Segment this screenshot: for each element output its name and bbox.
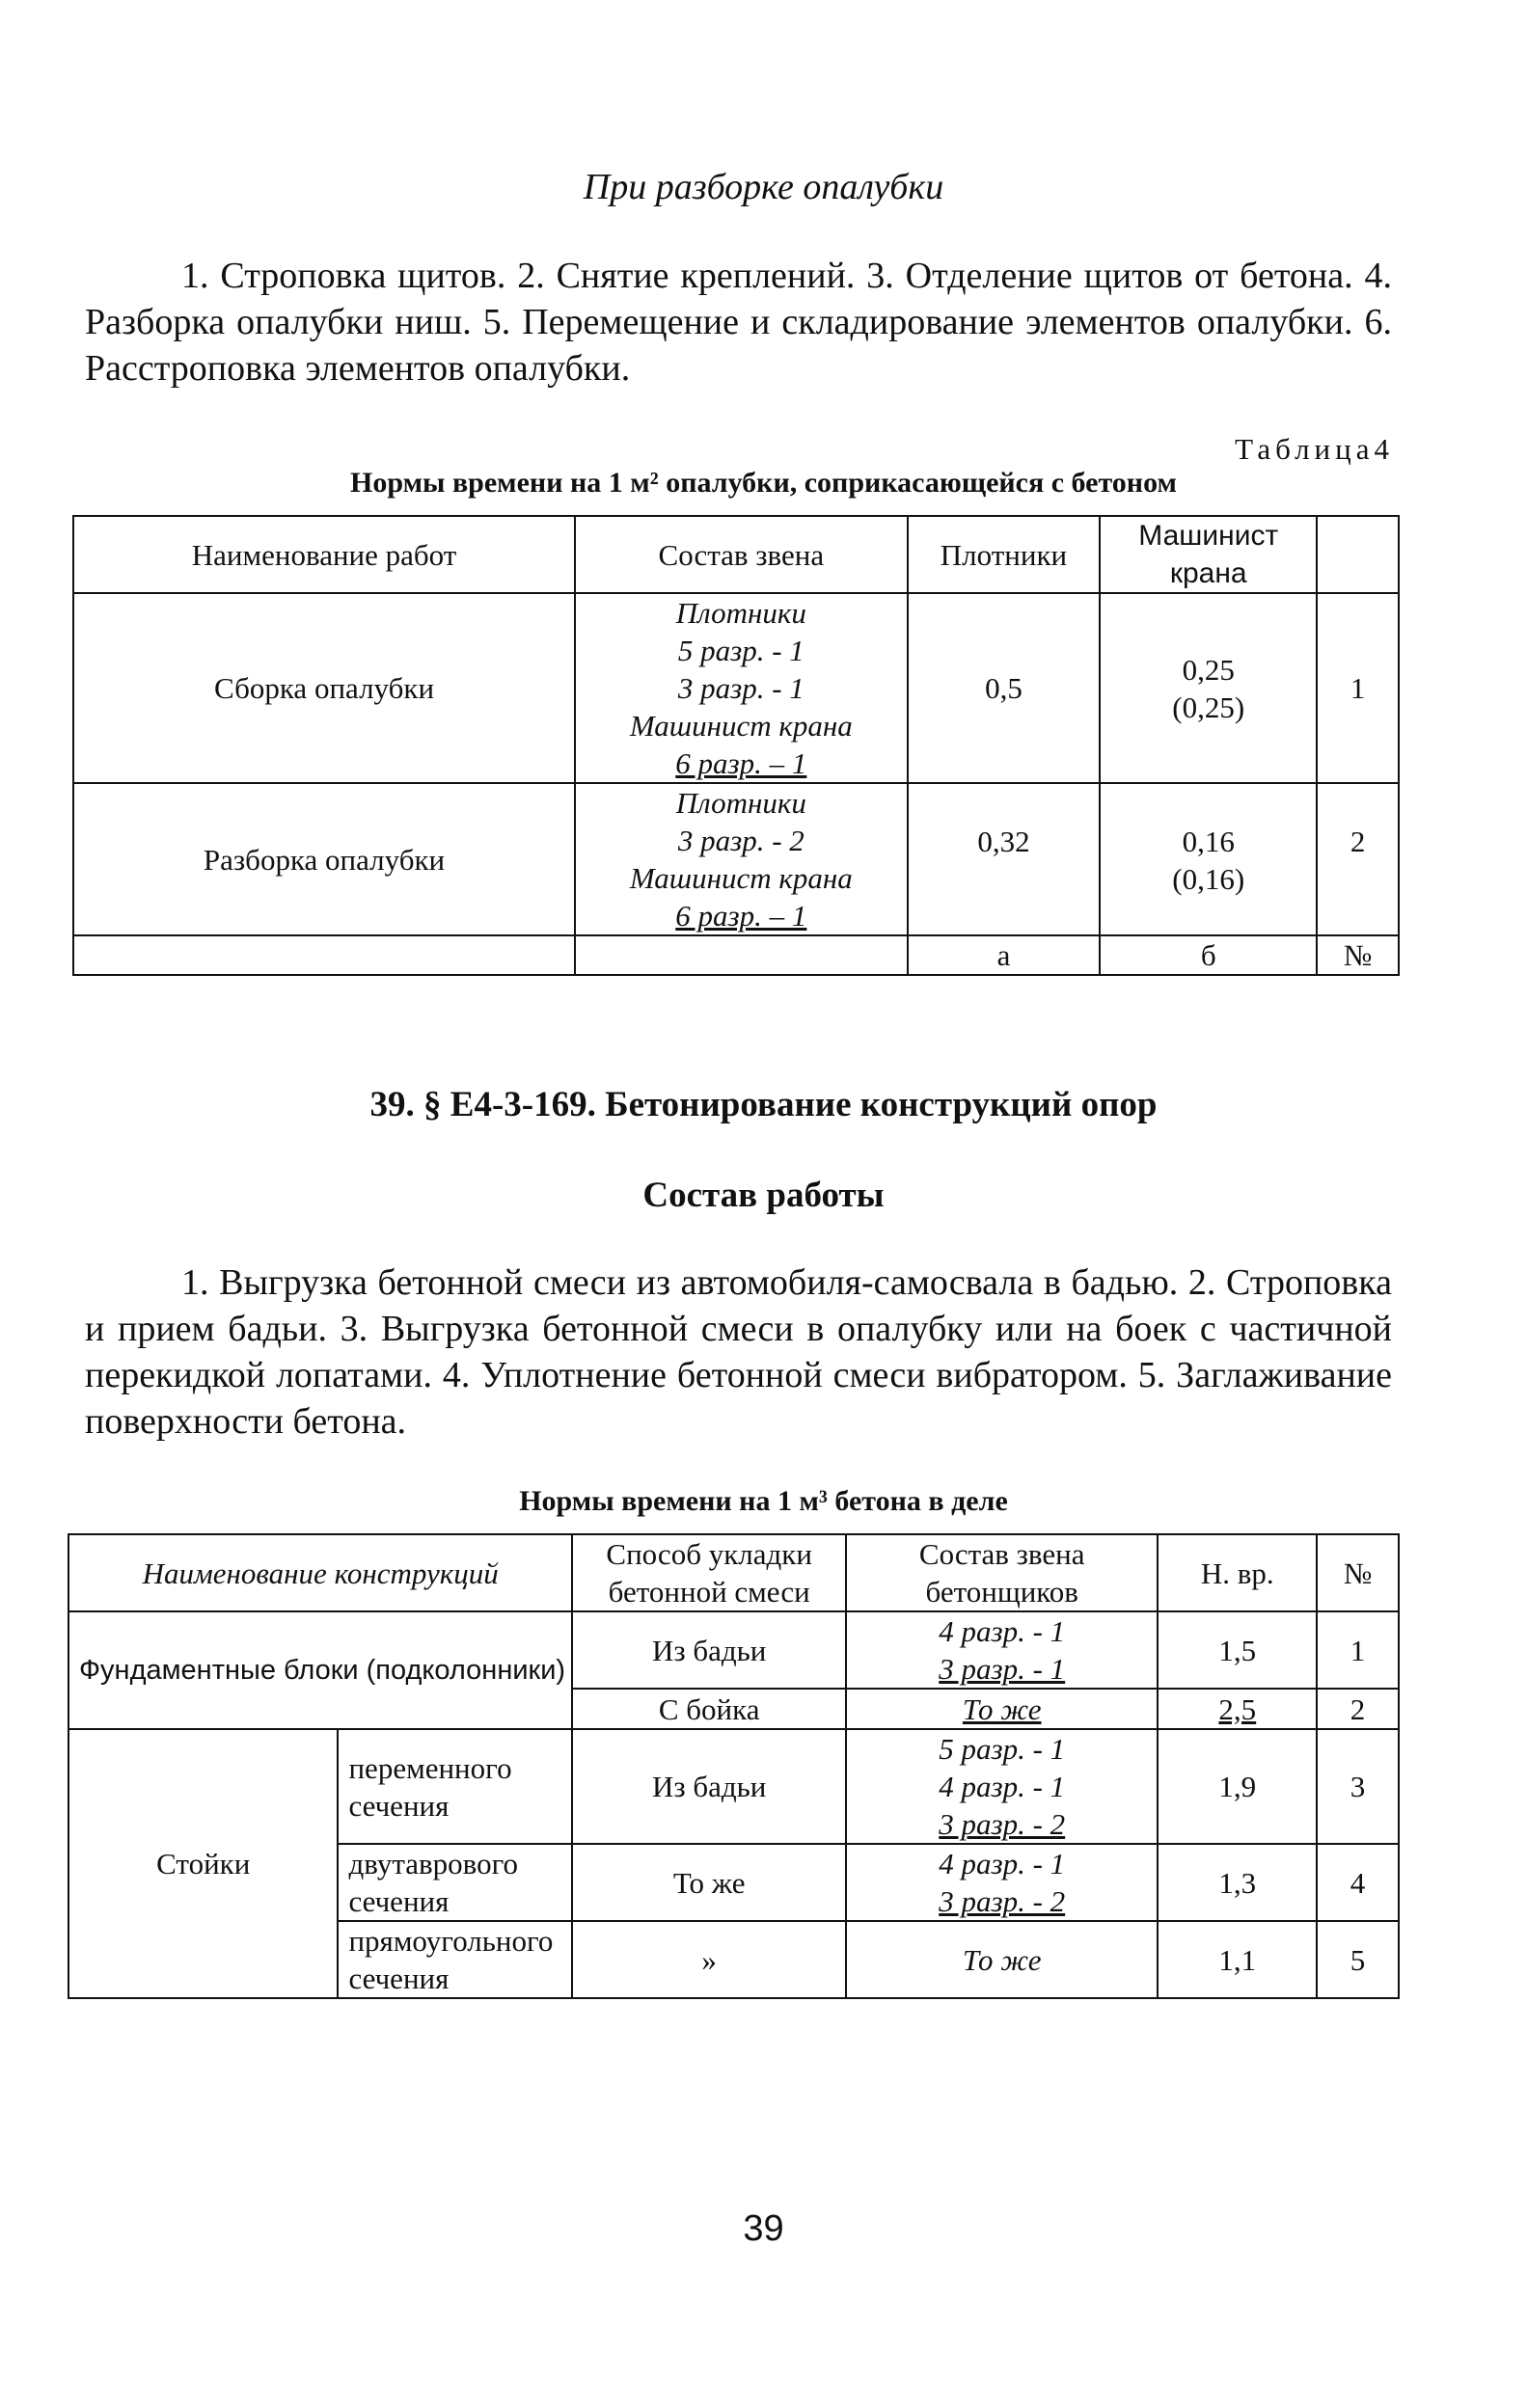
section-heading: 39. § Е4-3-169. Бетонирование конструкций опор: [369, 1085, 1158, 1124]
page-number: 39: [743, 2208, 784, 2249]
footer-cell: а: [908, 935, 1101, 975]
work-composition-text: 1. Выгрузка бетонной смеси из автомобиля-самосвала в бадью. 2. Строповка и прием бадьи. 3. Выгрузка бетонной смеси в опалубку или на боек с частичной перекидкой лопатами. 4. Уплотнение бетонной смеси вибратором. 5. Заглаживание поверхности бетона.: [85, 1262, 1392, 1442]
crew-line: [576, 897, 906, 934]
crew-line: 4 разр. - 1: [939, 1770, 1066, 1803]
row-number: 1: [1317, 593, 1399, 783]
row-number: 1: [1317, 1611, 1399, 1689]
crew-line: 5 разр. - 1: [939, 1732, 1066, 1766]
norm-value: 1,9: [1158, 1729, 1317, 1844]
crew-line: 3 разр. - 1: [677, 671, 804, 705]
table5-header: Способ укладки бетонной смеси: [572, 1534, 846, 1611]
crew-cell: [846, 1729, 1159, 1844]
crew-line-text: 6 разр. – 1: [675, 746, 807, 780]
table5-caption: Нормы времени на 1 м³ бетона в деле: [519, 1485, 1008, 1517]
method-cell: Из бадьи: [572, 1729, 846, 1844]
section-type: переменного сечения: [338, 1729, 572, 1844]
table-row: [73, 783, 1399, 935]
crew-line-text: 3 разр. - 2: [939, 1807, 1066, 1841]
section-title: При разборке опалубки: [583, 167, 944, 207]
crew-line: То же: [962, 1942, 1042, 1977]
crew-cell: [846, 1611, 1159, 1689]
table4-header: [1317, 516, 1399, 593]
table5-header: Состав звена бетонщиков: [846, 1534, 1159, 1611]
work-name: Сборка опалубки: [73, 593, 575, 783]
crew-line: [847, 1691, 1158, 1728]
crew-line: 3 разр. - 2: [677, 824, 804, 857]
crew-line: Плотники: [675, 786, 806, 820]
section-type: прямоугольного сечения: [338, 1921, 572, 1998]
footer-cell: [73, 935, 575, 975]
disassembly-paragraph: [85, 253, 1392, 392]
operator-value-alt: (0,25): [1172, 690, 1245, 724]
disassembly-text: 1. Строповка щитов. 2. Снятие креплений. 3. Отделение щитов от бетона. 4. Разборка опалубки ниш. 5. Перемещение и складирование элементов опалубки. 6. Расстроповка элементов опалубки.: [85, 256, 1392, 389]
operator-value-alt: (0,16): [1172, 862, 1245, 896]
table5: [68, 1533, 1400, 1999]
crew-line: [847, 1650, 1158, 1688]
crew-line: 4 разр. - 1: [939, 1614, 1066, 1648]
crew-line-text: 6 разр. – 1: [675, 899, 807, 933]
section-type: двутаврового сечения: [338, 1844, 572, 1921]
crew-line: Машинист крана: [629, 861, 853, 895]
crew-line: 4 разр. - 1: [939, 1847, 1066, 1880]
table5-header: №: [1317, 1534, 1399, 1611]
row-number: 5: [1317, 1921, 1399, 1998]
method-cell: То же: [572, 1844, 846, 1921]
crew-cell: [846, 1921, 1159, 1998]
operator-value: 0,25: [1182, 652, 1235, 687]
section-subheading: Состав работы: [642, 1176, 885, 1215]
row-number: 4: [1317, 1844, 1399, 1921]
group-foundation-blocks: Фундаментные блоки (подколонники): [68, 1611, 572, 1729]
footer-cell: №: [1317, 935, 1399, 975]
crew-line: Машинист крана: [629, 709, 853, 743]
footer-cell: б: [1100, 935, 1317, 975]
table5-header-row: [68, 1534, 1399, 1611]
row-number: 2: [1317, 783, 1399, 935]
operator-value: 0,16: [1182, 825, 1235, 858]
crew-cell: [575, 783, 907, 935]
table-row: [73, 593, 1399, 783]
row-number: 2: [1317, 1689, 1399, 1729]
table4-header: Машинист крана: [1100, 516, 1317, 593]
carpenters-value: 0,5: [908, 593, 1101, 783]
method-cell: С бойка: [572, 1689, 846, 1729]
table4-header: Плотники: [908, 516, 1101, 593]
crew-line-text: 3 разр. - 2: [939, 1884, 1066, 1918]
row-number: 3: [1317, 1729, 1399, 1844]
footer-cell: [575, 935, 907, 975]
method-cell: »: [572, 1921, 846, 1998]
method-cell: Из бадьи: [572, 1611, 846, 1689]
crew-line: [847, 1882, 1158, 1920]
crew-cell: [846, 1689, 1159, 1729]
work-composition-paragraph: [85, 1259, 1392, 1445]
norm-value: 1,5: [1158, 1611, 1317, 1689]
norm-value: [1158, 1689, 1317, 1729]
table-row: [68, 1611, 1399, 1689]
crew-line-text: То же: [962, 1691, 1042, 1726]
table-row: [68, 1729, 1399, 1844]
norm-value: 1,1: [1158, 1921, 1317, 1998]
table5-header: Наименование конструкций: [68, 1534, 572, 1611]
table4-caption: Нормы времени на 1 м² опалубки, соприкасающейся с бетоном: [350, 467, 1177, 499]
group-stands: Стойки: [68, 1729, 338, 1998]
table5-header: Н. вр.: [1158, 1534, 1317, 1611]
table4: [72, 515, 1400, 976]
carpenters-value: 0,32: [908, 783, 1101, 935]
table4-label: Таблица4: [1235, 432, 1394, 466]
operator-cell: [1100, 593, 1317, 783]
crew-line: [576, 744, 906, 782]
table4-header: Наименование работ: [73, 516, 575, 593]
crew-cell: [846, 1844, 1159, 1921]
table4-header-row: [73, 516, 1399, 593]
table4-header: Состав звена: [575, 516, 907, 593]
crew-line: 5 разр. - 1: [677, 634, 804, 667]
norm-value: 1,3: [1158, 1844, 1317, 1921]
table4-footer-row: [73, 935, 1399, 975]
crew-line: Плотники: [675, 596, 806, 630]
work-name: Разборка опалубки: [73, 783, 575, 935]
crew-cell: [575, 593, 907, 783]
norm-value-text: 2,5: [1218, 1691, 1257, 1726]
crew-line-text: 3 разр. - 1: [939, 1652, 1066, 1686]
crew-line: [847, 1805, 1158, 1843]
operator-cell: [1100, 783, 1317, 935]
